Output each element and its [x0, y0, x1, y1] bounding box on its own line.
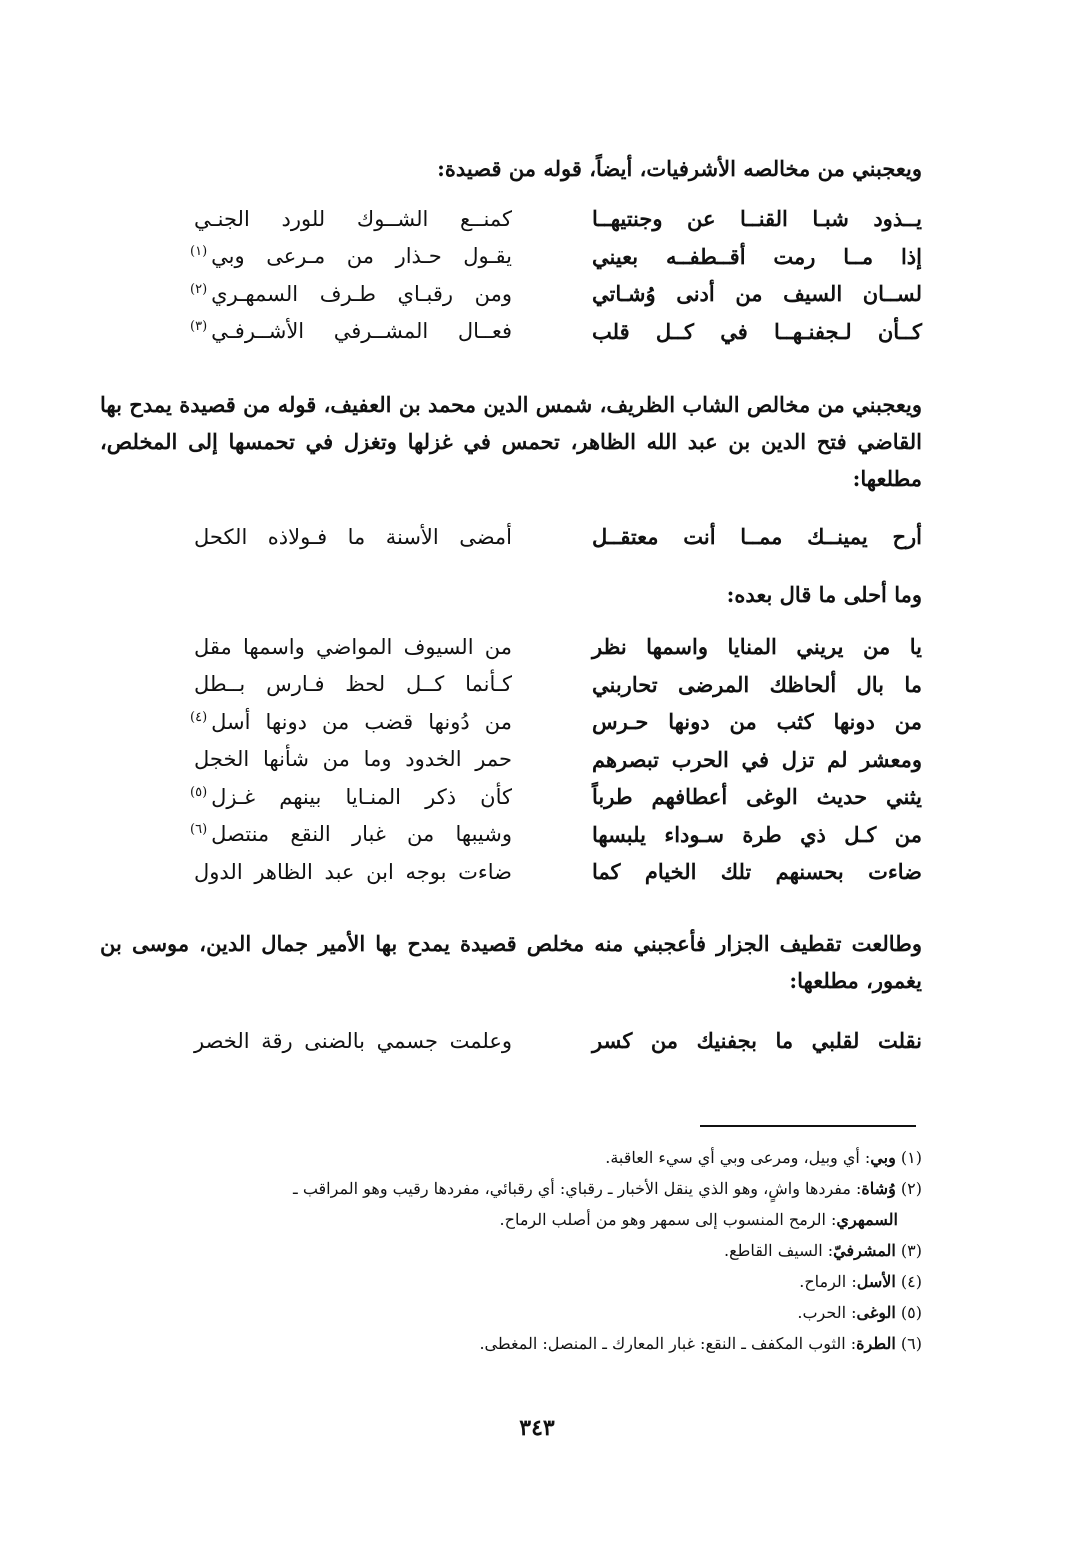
- poem-3: [100, 628, 922, 891]
- footnote-ref: (١): [190, 244, 208, 260]
- verse-line: [100, 1022, 922, 1060]
- footnote-ref: (٣): [190, 319, 208, 335]
- footnote-divider: [700, 1125, 916, 1127]
- intro-paragraph: ويعجبني من مخالصه الأشرفيات، أيضاً، قوله من قصيدة:: [437, 156, 922, 181]
- hemistich-right: يثني حديث الوغى أعطافهم طرباً: [592, 784, 922, 810]
- verse-line: [100, 238, 922, 276]
- footnote-ref: (٢): [190, 281, 208, 297]
- verse-line: [100, 628, 922, 666]
- hemistich-right: نقلت لقلبي ما بجفنيك من كسر: [592, 1028, 922, 1054]
- hemistich-right: أرح يمينــك ممــا أنت معتقــل: [592, 524, 922, 550]
- hemistich-right: من كـل ذي طرة سـوداء يلبسها: [592, 821, 922, 847]
- verse-line: [100, 313, 922, 351]
- hemistich-left: من السيوف المواضي واسمها مقل: [194, 634, 512, 659]
- footnote-ref: (٤): [190, 709, 208, 725]
- hemistich-left: ومن رقبـاي طـرف السمهـري$^{(٢)}$: [190, 281, 512, 306]
- verse-line: [100, 666, 922, 704]
- verse-line: [100, 200, 922, 238]
- hemistich-left: أمضى الأسنة ما فـولاذه الكحل: [194, 524, 512, 549]
- footnote-ref: (٥): [190, 784, 208, 800]
- footnote-ref: (٦): [190, 822, 208, 838]
- hemistich-right: ومعشر لم تزل في الحرب تبصرهم: [592, 746, 922, 772]
- poem-2: [100, 518, 922, 556]
- hemistich-right: يا من يريني المنايا واسمها نظر: [592, 634, 922, 660]
- hemistich-left: من دُونها قضب من دونها أسل$^{(٤)}$: [190, 709, 512, 734]
- hemistich-right: كــأن لـجفنـهــا في كــل قلب: [592, 318, 922, 344]
- poem-4: [100, 1022, 922, 1060]
- verse-line: [100, 275, 922, 313]
- hemistich-left: ضاءت بوجه ابن عبد الظاهر الدول: [194, 859, 512, 884]
- hemistich-left: كـأنما كــل لحظ فـارس بــطل: [194, 672, 512, 697]
- hemistich-left: كأن ذكر المنـايا بينهم غـزل$^{(٥)}$: [190, 784, 512, 809]
- hemistich-left: وعلمت جسمي بالضنى رقة الخصر: [194, 1028, 512, 1053]
- verse-line: [100, 816, 922, 854]
- verse-line: [100, 741, 922, 779]
- footnote: السمهري: الرمح المنسوب إلى سمهر وهو من أصلب الرماح.: [499, 1210, 898, 1229]
- page-number: ٣٤٣: [519, 1415, 555, 1441]
- hemistich-right: إذا مــا رمت أقــطفــه بعيني: [592, 243, 922, 269]
- hemistich-left: كمنــع الشــوك للورد الجنـي: [194, 206, 512, 231]
- footnote: (٣) المشرفيّ: السيف القاطع.: [723, 1241, 922, 1260]
- paragraph-3: وما أحلى ما قال بعده:: [726, 582, 922, 607]
- verse-line: [100, 778, 922, 816]
- hemistich-left: يقـول حـذار من مـرعى وبي$^{(١)}$: [190, 244, 512, 269]
- hemistich-right: من دونها كثب من دونها حـرس: [592, 709, 922, 735]
- hemistich-right: ضاءت بحسنهم تلك الخيام كما: [592, 859, 922, 885]
- footnote: (١) وبي: أي وبيل، ومرعى وبي أي سيء العاقبة.: [605, 1148, 922, 1167]
- footnote: (٦) الطرة: الثوب المكفف ـ النقع: غبار المعارك ـ المنصل: المغطى.: [479, 1334, 922, 1353]
- hemistich-right: ما بال ألحاظك المرضى تحاربني: [592, 671, 922, 697]
- paragraph-4: وطالعت تقطيف الجزار فأعجبني منه مخلص قصيدة يمدح بها الأمير جمال الدين، موسى بن يغمور، مطلعها:: [100, 931, 922, 993]
- footnote: (٢) وُشاة: مفردها واشٍ، وهو الذي ينقل الأخبار ـ رقباي: أي رقبائي، مفردها رقيب وهو المراقب ـ: [293, 1179, 922, 1198]
- hemistich-left: فعــال المشــرفي الأشــرفـي$^{(٣)}$: [190, 319, 512, 344]
- poem-1: [100, 200, 922, 350]
- verse-line: [100, 518, 922, 556]
- footnote: (٤) الأسل: الرماح.: [799, 1272, 922, 1291]
- paragraph-2: ويعجبني من مخالص الشاب الظريف، شمس الدين محمد بن العفيف، قوله من قصيدة يمدح بها القاضي فتح الدين بن عبد الله الظاهر، تحمس في غزلها وتغزل في تحمسها إلى المخلص، مطلعها:: [100, 392, 922, 491]
- verse-line: [100, 853, 922, 891]
- footnote: (٥) الوغى: الحرب.: [797, 1303, 922, 1322]
- footnotes: [100, 1142, 922, 1359]
- hemistich-left: وشيبها من غبار النقع منتصل$^{(٦)}$: [190, 822, 512, 847]
- hemistich-right: لســان السيف من أدنى وُشـاتي: [592, 281, 922, 307]
- hemistich-right: يــذود شبـا القنــا عن وجنتيهــا: [592, 206, 922, 232]
- hemistich-left: حمر الخدود وما من شأنها الخجل: [194, 747, 512, 772]
- verse-line: [100, 703, 922, 741]
